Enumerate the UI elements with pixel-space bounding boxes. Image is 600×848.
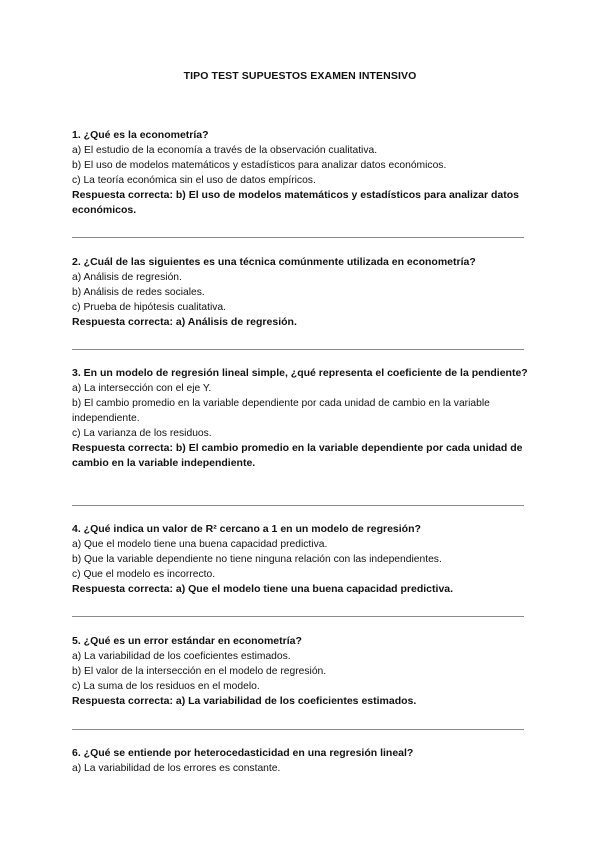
option-b: b) El cambio promedio en la variable dependiente por cada unidad de cambio en la variable independiente. <box>72 398 490 424</box>
question-title: 6. ¿Qué se entiende por heterocedasticidad en una regresión lineal? <box>72 747 414 759</box>
option-a: a) Que el modelo tiene una buena capacidad predictiva. <box>72 539 328 550</box>
option-c: c) Prueba de hipótesis cualitativa. <box>72 302 226 313</box>
correct-answer: Respuesta correcta: b) El uso de modelos matemáticos y estadísticos para analizar datos económicos. <box>72 189 519 216</box>
question-block-2 <box>72 255 532 330</box>
option-c: c) La varianza de los residuos. <box>72 428 212 439</box>
question-block-3 <box>72 366 532 471</box>
option-b: b) Análisis de redes sociales. <box>72 287 205 298</box>
correct-answer: Respuesta correcta: a) Análisis de regresión. <box>72 316 297 328</box>
divider <box>72 616 524 617</box>
divider <box>72 729 524 730</box>
correct-answer: Respuesta correcta: b) El cambio promedio en la variable dependiente por cada unidad de cambio en la variable independiente. <box>72 442 523 469</box>
option-a: a) La variabilidad de los coeficientes estimados. <box>72 651 291 662</box>
correct-answer: Respuesta correcta: a) Que el modelo tiene una buena capacidad predictiva. <box>72 583 454 595</box>
question-title: 3. En un modelo de regresión lineal simple, ¿qué representa el coeficiente de la pendiente? <box>72 367 528 379</box>
question-title: 4. ¿Qué indica un valor de R² cercano a 1 en un modelo de regresión? <box>72 523 421 535</box>
question-block-4 <box>72 522 532 597</box>
option-c: c) La suma de los residuos en el modelo. <box>72 681 260 692</box>
option-a: a) La variabilidad de los errores es constante. <box>72 763 281 774</box>
question-block-1 <box>72 128 532 218</box>
divider <box>72 349 524 350</box>
option-c: c) Que el modelo es incorrecto. <box>72 569 216 580</box>
document-title: TIPO TEST SUPUESTOS EXAMEN INTENSIVO <box>183 70 417 82</box>
question-title: 1. ¿Qué es la econometría? <box>72 129 209 141</box>
option-b: b) El uso de modelos matemáticos y estadísticos para analizar datos económicos. <box>72 160 447 171</box>
option-b: b) El valor de la intersección en el modelo de regresión. <box>72 666 327 677</box>
correct-answer: Respuesta correcta: a) La variabilidad de los coeficientes estimados. <box>72 695 417 707</box>
option-a: a) Análisis de regresión. <box>72 272 182 283</box>
option-a: a) El estudio de la economía a través de la observación cualitativa. <box>72 145 378 156</box>
option-b: b) Que la variable dependiente no tiene ninguna relación con las independientes. <box>72 554 442 565</box>
option-c: c) La teoría económica sin el uso de datos empíricos. <box>72 175 316 186</box>
question-block-5 <box>72 634 532 709</box>
question-title: 2. ¿Cuál de las siguientes es una técnica comúnmente utilizada en econometría? <box>72 256 476 268</box>
divider <box>72 505 524 506</box>
question-title: 5. ¿Qué es un error estándar en econometría? <box>72 635 302 647</box>
question-block-6 <box>72 746 532 776</box>
divider <box>72 237 524 238</box>
option-a: a) La intersección con el eje Y. <box>72 383 212 394</box>
